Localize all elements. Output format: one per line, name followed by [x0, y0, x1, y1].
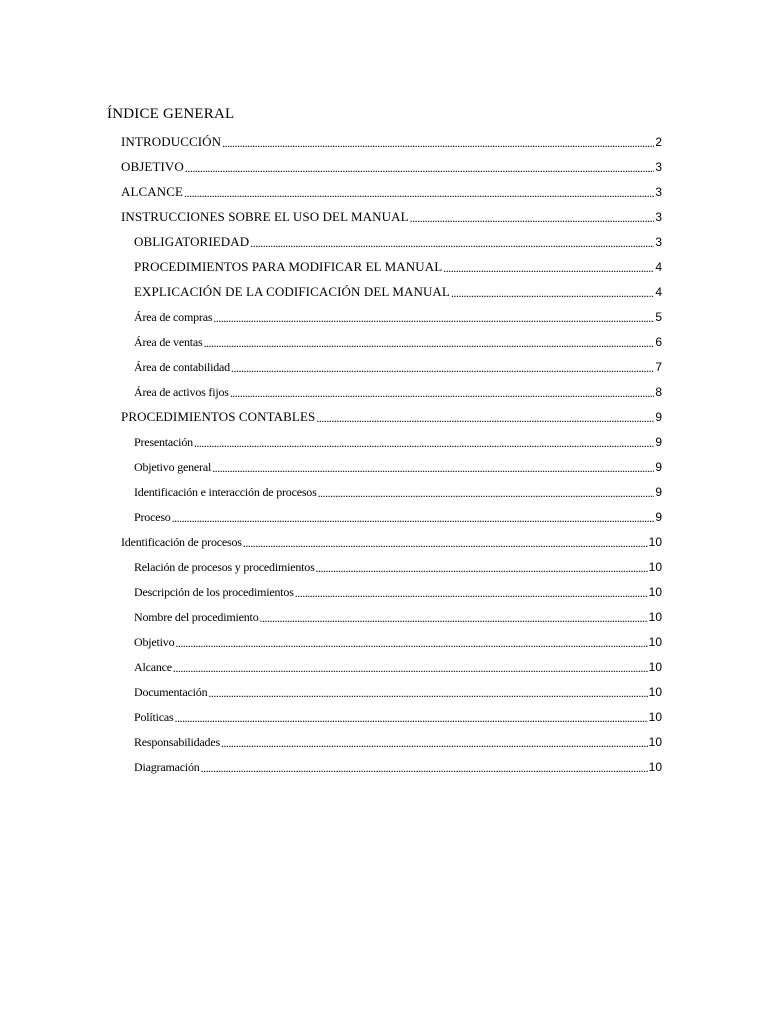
toc-entry-page: 9 [655, 485, 662, 499]
toc-entry-page: 3 [655, 185, 662, 199]
toc-entry-label: INTRODUCCIÓN [121, 134, 222, 149]
toc-entry[interactable] [134, 630, 662, 650]
dot-leader [221, 735, 648, 750]
toc-entry-label: Área de ventas [134, 335, 203, 349]
dot-leader [208, 685, 647, 700]
dot-leader [295, 585, 648, 600]
toc-entry-label: Alcance [134, 660, 172, 674]
toc-entry[interactable] [134, 580, 662, 600]
toc-entry-page: 10 [648, 710, 662, 724]
toc-entry[interactable] [121, 130, 662, 150]
toc-entry-label: Área de activos fijos [134, 385, 229, 399]
toc-entry[interactable] [134, 255, 662, 275]
toc-entry-label: PROCEDIMIENTOS CONTABLES [121, 409, 316, 424]
toc-entry-label: Presentación [134, 435, 193, 449]
toc-entry[interactable] [121, 530, 662, 550]
toc-entry-page: 10 [648, 585, 662, 599]
dot-leader [204, 335, 655, 350]
toc-entry[interactable] [134, 230, 662, 250]
toc-entry[interactable] [134, 555, 662, 575]
toc-entry[interactable] [134, 430, 662, 450]
toc-entry-page: 10 [648, 685, 662, 699]
dot-leader [443, 260, 654, 275]
toc-entry-label: Área de contabilidad [134, 360, 230, 374]
toc-entry-page: 10 [648, 760, 662, 774]
toc-entry-page: 6 [655, 335, 662, 349]
toc-entry-page: 10 [648, 610, 662, 624]
toc-entry-label: Nombre del procedimiento [134, 610, 259, 624]
toc-title: ÍNDICE GENERAL [107, 106, 235, 122]
toc-entry[interactable] [134, 480, 662, 500]
dot-leader [410, 210, 655, 225]
toc-entry-label: OBJETIVO [121, 159, 184, 174]
toc-entry[interactable] [134, 605, 662, 625]
toc-entry[interactable] [134, 455, 662, 475]
toc-entry-label: Objetivo [134, 635, 175, 649]
toc-entry[interactable] [134, 705, 662, 725]
toc-entry-page: 3 [655, 235, 662, 249]
toc-entry-label: Proceso [134, 510, 171, 524]
dot-leader [184, 185, 654, 200]
dot-leader [185, 160, 654, 175]
dot-leader [172, 510, 655, 525]
toc-entry[interactable] [121, 405, 662, 425]
toc-entry-label: OBLIGATORIEDAD [134, 234, 250, 249]
toc-entry-page: 4 [655, 260, 662, 274]
toc-entry-page: 10 [648, 535, 662, 549]
dot-leader [318, 485, 655, 500]
toc-entry-label: Políticas [134, 710, 174, 724]
toc-entry-page: 3 [655, 160, 662, 174]
dot-leader [201, 760, 648, 775]
toc-entry-label: Relación de procesos y procedimientos [134, 560, 315, 574]
toc-entry[interactable] [121, 205, 662, 225]
toc-entry-page: 3 [655, 210, 662, 224]
toc-entry-label: Identificación e interacción de procesos [134, 485, 317, 499]
toc-entry-label: Diagramación [134, 760, 200, 774]
toc-entry-label: Área de compras [134, 310, 213, 324]
toc-entry[interactable] [121, 155, 662, 175]
dot-leader [231, 360, 654, 375]
dot-leader [316, 410, 654, 425]
dot-leader [260, 610, 648, 625]
toc-entry-page: 5 [655, 310, 662, 324]
toc-entry-page: 10 [648, 660, 662, 674]
toc-entry-page: 10 [648, 560, 662, 574]
toc-entry-label: INSTRUCCIONES SOBRE EL USO DEL MANUAL [121, 209, 409, 224]
toc-entry-label: Objetivo general [134, 460, 212, 474]
dot-leader [194, 435, 654, 450]
dot-leader [173, 660, 648, 675]
toc-entry-page: 2 [655, 135, 662, 149]
toc-entry-page: 9 [655, 510, 662, 524]
toc-entry[interactable] [134, 305, 662, 325]
toc-entry[interactable] [134, 380, 662, 400]
toc-entry-page: 9 [655, 410, 662, 424]
toc-entry[interactable] [134, 730, 662, 750]
dot-leader [222, 135, 654, 150]
toc-entry-page: 4 [655, 285, 662, 299]
toc-entry[interactable] [134, 280, 662, 300]
toc-entry[interactable] [134, 330, 662, 350]
toc-entry-page: 9 [655, 435, 662, 449]
dot-leader [175, 710, 648, 725]
toc-entry[interactable] [134, 655, 662, 675]
dot-leader [230, 385, 655, 400]
toc-entry[interactable] [134, 505, 662, 525]
dot-leader [243, 535, 648, 550]
dot-leader [451, 285, 654, 300]
toc-entry-page: 10 [648, 735, 662, 749]
toc-entry-page: 7 [655, 360, 662, 374]
toc-entry[interactable] [134, 755, 662, 775]
dot-leader [250, 235, 654, 250]
toc-entry-page: 9 [655, 460, 662, 474]
toc-entry-label: Responsabilidades [134, 735, 220, 749]
toc-entry-label: Descripción de los procedimientos [134, 585, 294, 599]
toc-entry-page: 8 [655, 385, 662, 399]
toc-entry[interactable] [134, 355, 662, 375]
toc-entry-page: 10 [648, 635, 662, 649]
dot-leader [212, 460, 654, 475]
toc-entry-label: ALCANCE [121, 184, 184, 199]
toc-entry-label: Documentación [134, 685, 208, 699]
dot-leader [175, 635, 647, 650]
toc-entry-label: EXPLICACIÓN DE LA CODIFICACIÓN DEL MANUAL [134, 284, 450, 299]
dot-leader [316, 560, 648, 575]
toc-entry-label: Identificación de procesos [121, 535, 242, 549]
dot-leader [213, 310, 654, 325]
toc-entry[interactable] [121, 180, 662, 200]
toc-entry[interactable] [134, 680, 662, 700]
toc-entry-label: PROCEDIMIENTOS PARA MODIFICAR EL MANUAL [134, 259, 443, 274]
